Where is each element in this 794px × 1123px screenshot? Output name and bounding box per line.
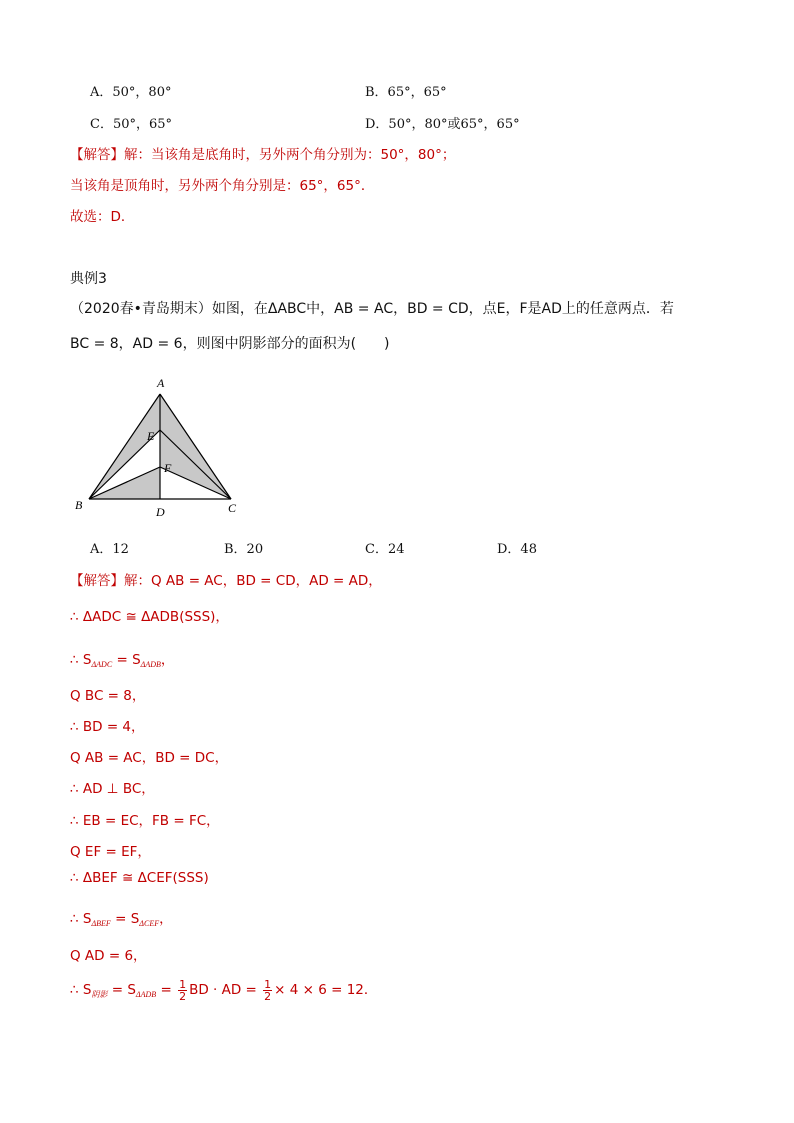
solution-text-1: 解：Q AB = AC，BD = CD，AD = AD， <box>124 573 382 589</box>
solution-line-3: ∴ $S_{\Delta ADC} = S_{\Delta ADB}$， <box>70 652 175 669</box>
solution-line-6: Q AB = AC，BD = DC， <box>70 750 229 766</box>
answer1-line1 <box>70 143 455 163</box>
solution-line-11: ∴ $S_{\Delta BEF} = S_{\Delta CEF}$， <box>70 911 173 928</box>
option-b: B．65°，65° <box>365 85 447 100</box>
solution-line-10: ∴ ΔBEF ≅ ΔCEF(SSS) <box>70 870 209 886</box>
label-f: F <box>164 461 172 475</box>
label-d: D <box>156 505 165 519</box>
fraction-half-1: $\frac{1}{2}$ <box>179 977 187 1003</box>
answer1-line2: 当该角是顶角时，另外两个角分别是：65°，65°． <box>70 178 375 194</box>
answer1-tag: 【解答】 <box>70 147 124 163</box>
answer1-text1: 解：当该角是底角时，另外两个角分别为：50°，80°； <box>124 147 456 163</box>
label-b: B <box>75 498 83 512</box>
solution-line-7: ∴ AD ⊥ BC， <box>70 781 155 797</box>
example-title: 典例3 <box>70 271 107 287</box>
option-c: C．50°，65° <box>90 117 173 132</box>
example-stem-line2: BC = 8，AD = 6，则图中阴影部分的面积为( ) <box>70 336 390 352</box>
solution-tag: 【解答】 <box>70 573 124 589</box>
option-d: D．50°，80°或65°，65° <box>365 117 520 132</box>
example-option-c: C．24 <box>365 542 405 557</box>
example-option-d: D．48 <box>497 542 537 557</box>
example-option-b: B．20 <box>224 542 264 557</box>
solution-line-2: ∴ ΔADC ≅ ΔADB(SSS)， <box>70 609 229 625</box>
solution-line-8: ∴ EB = EC，FB = FC， <box>70 813 220 829</box>
answer1-line3: 故选：D． <box>70 209 135 225</box>
option-a: A．50°，80° <box>90 85 172 100</box>
example-option-a: A．12 <box>90 542 129 557</box>
solution-line-13: ∴ $S_{阴影} = S_{\Delta ADB}$ = $\frac{1}{2}$ BD · AD = $\frac{1}{2}$ × 4 × 6 = 12． <box>70 977 378 1003</box>
solution-line-9: Q EF = EF， <box>70 844 151 860</box>
example-stem-line1: （2020春•青岛期末）如图，在ΔABC中，AB = AC，BD = CD，点E，F是AD上的任意两点．若 <box>70 301 674 317</box>
solution-line-4: Q BC = 8， <box>70 688 146 704</box>
solution-line-1 <box>70 569 382 589</box>
label-a: A <box>157 376 165 390</box>
triangle-figure <box>70 372 250 522</box>
solution-line-5: ∴ BD = 4， <box>70 719 145 735</box>
solution-line-12: Q AD = 6， <box>70 948 147 964</box>
label-e: E <box>147 429 155 443</box>
fraction-half-2: $\frac{1}{2}$ <box>264 977 272 1003</box>
label-c: C <box>228 501 237 515</box>
